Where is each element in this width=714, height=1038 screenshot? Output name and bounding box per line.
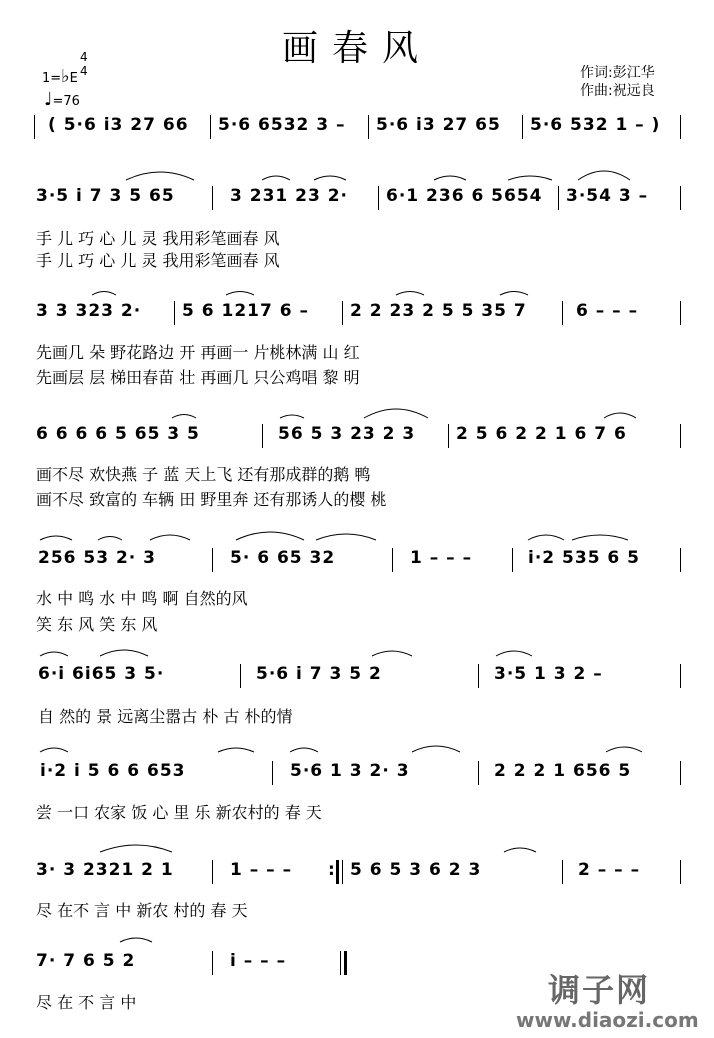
measure: i·2 535 6 5: [528, 548, 641, 568]
measure: 256 53 2· 3: [38, 548, 157, 568]
lyric-line: 画不尽 致富的 车辆 田 野里奔 还有那诱人的樱 桃: [36, 490, 387, 509]
measure: 5·6 i 7 3 5 2: [256, 664, 382, 684]
measure: 6 – – –: [576, 301, 639, 321]
measure: 3 3 323 2·: [36, 301, 142, 321]
key-signature: 1=♭E: [42, 66, 78, 87]
measure: 2 – – –: [578, 860, 641, 880]
measure: 5·6 6532 3 –: [218, 115, 346, 135]
tempo-marking: ♩=76: [44, 89, 80, 110]
lyric-line: 水 中 鸣 水 中 鸣 啊 自然的风: [36, 589, 248, 608]
measure: 5·6 i3 27 65: [376, 115, 501, 135]
lyric-line: 画不尽 欢快燕 子 蓝 天上飞 还有那成群的鹅 鸭: [36, 465, 371, 484]
measure: 5· 6 65 32: [230, 548, 336, 568]
measure: 6·i 6i65 3 5·: [38, 664, 165, 684]
measure: 7· 7 6 5 2: [36, 951, 136, 971]
song-title: 画春风: [281, 28, 432, 69]
lyric-line: 先画层 层 梯田春苗 壮 再画几 只公鸡唱 黎 明: [36, 368, 360, 387]
measure: 5 6 5 3 6 2 3: [350, 860, 482, 880]
measure: 3 231 23 2·: [230, 186, 349, 206]
measure: 6 6 6 6 5 65 3 5: [36, 424, 200, 444]
lyric-line: 笑 东 风 笑 东 风: [36, 615, 158, 634]
measure: 5 6 1217 6 –: [182, 301, 309, 321]
lyric-line: 尝 一口 农家 饭 心 里 乐 新农村的 春 天: [36, 803, 322, 822]
watermark-url: www.diaozi.com: [516, 1008, 699, 1032]
lyric-line: 手 儿 巧 心 儿 灵 我用彩笔画春 风: [36, 229, 280, 248]
measure: 56 5 3 23 2 3: [278, 424, 416, 444]
measure: 3·54 3 –: [566, 186, 649, 206]
measure: 1 – – –: [230, 860, 293, 880]
measure: 3·5 i 7 3 5 65: [36, 186, 175, 206]
time-signature: 4 4: [80, 50, 88, 78]
measure: 6·1 236 6 5654: [386, 186, 543, 206]
lyric-line: 尽 在 不 言 中: [36, 993, 137, 1012]
composer-credit: 作曲:祝远良: [580, 83, 655, 99]
measure: i·2 i 5 6 6 653: [40, 761, 186, 781]
repeat-dots: :: [328, 860, 335, 880]
lyric-line: 手 儿 巧 心 儿 灵 我用彩笔画春 风: [36, 251, 280, 270]
lyric-line: 自 然的 景 远离尘嚣古 朴 古 朴的情: [38, 707, 293, 726]
measure: 1 – – –: [410, 548, 473, 568]
measure: 2 2 23 2 5 5 35 7: [350, 301, 527, 321]
watermark-brand: 调子网: [548, 971, 651, 1009]
measure: 5·6 1 3 2· 3: [290, 761, 410, 781]
measure: 5·6 532 1 – ): [530, 115, 661, 135]
measure: ( 5·6 i3 27 66: [48, 115, 189, 135]
lyricist-credit: 作词:彭江华: [580, 65, 655, 81]
measure: 2 2 2 1 656 5: [494, 761, 632, 781]
measure: 3· 3 2321 2 1: [36, 860, 174, 880]
measure: 2 5 6 2 2 1 6 7 6: [456, 424, 627, 444]
measure: i – – –: [230, 951, 287, 971]
lyric-line: 先画几 朵 野花路边 开 再画一 片桃林满 山 红: [36, 343, 360, 362]
measure: 3·5 1 3 2 –: [494, 664, 603, 684]
lyric-line: 尽 在不 言 中 新农 村的 春 天: [36, 901, 248, 920]
